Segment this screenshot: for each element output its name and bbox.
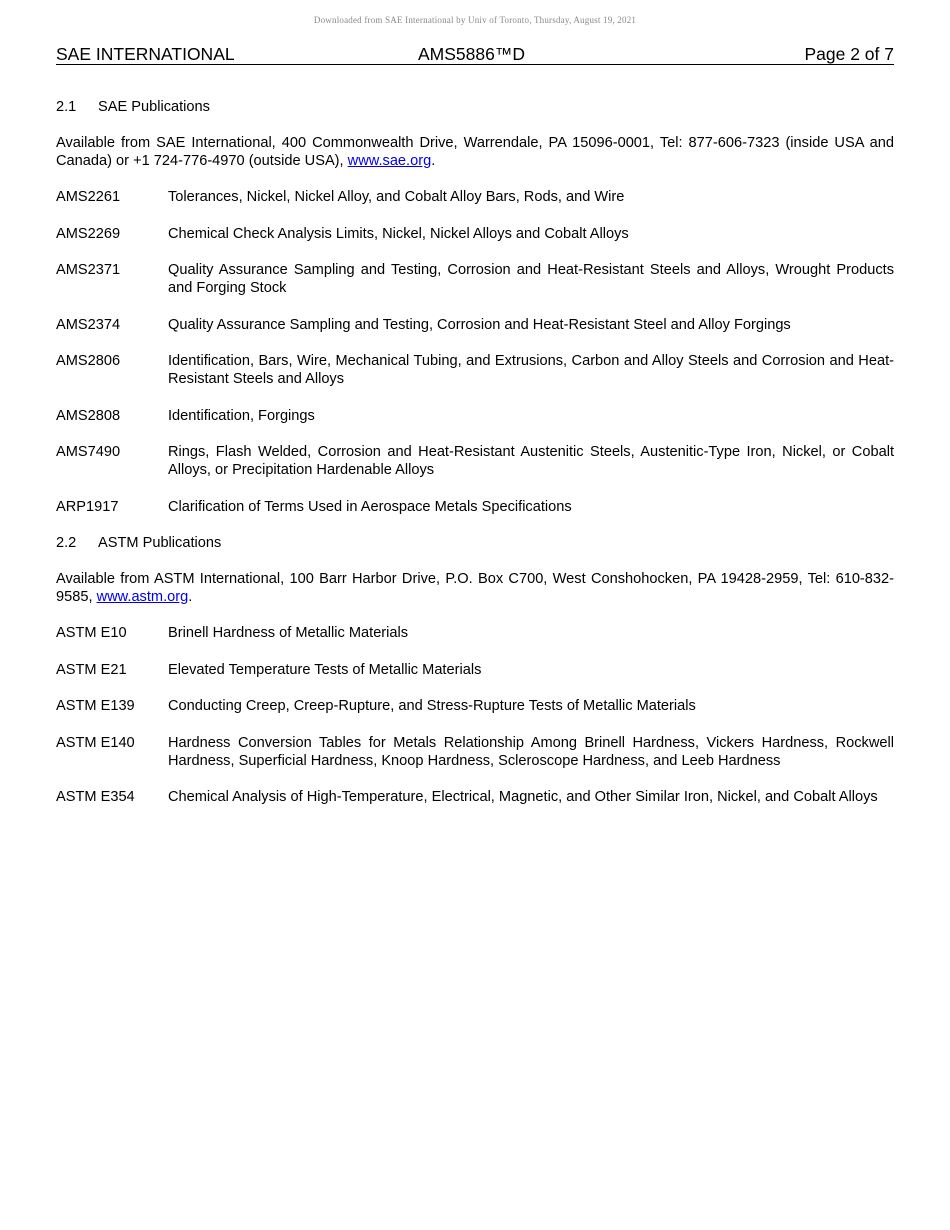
reference-code: ARP1917 xyxy=(56,498,119,515)
reference-title: Identification, Bars, Wire, Mechanical Tubing, and Extrusions, Carbon and Alloy Steels and Corrosion and Heat-Resistant Steels and Alloys xyxy=(168,353,894,387)
reference-title: Hardness Conversion Tables for Metals Relationship Among Brinell Hardness, Vickers Hardness, Rockwell Hardness, Superficial Hardness, Knoop Hardness, Scleroscope Hardness, and Leeb Hardness xyxy=(168,734,894,769)
astm-availability-paragraph xyxy=(56,570,894,606)
reference-item xyxy=(56,697,894,715)
link-suffix: . xyxy=(188,589,193,605)
reference-item xyxy=(56,661,894,679)
section-number: 2.2 xyxy=(56,535,77,551)
reference-title: Conducting Creep, Creep-Rupture, and Stress-Rupture Tests of Metallic Materials xyxy=(168,698,696,714)
reference-code: AMS2374 xyxy=(56,316,121,333)
reference-code: ASTM E10 xyxy=(56,625,127,641)
reference-title: Brinell Hardness of Metallic Materials xyxy=(168,625,409,641)
link-suffix: . xyxy=(431,153,436,169)
header-doc-id: AMS5886™D xyxy=(418,44,525,64)
page-header xyxy=(56,44,894,65)
reference-code: ASTM E140 xyxy=(56,734,135,751)
reference-code: AMS7490 xyxy=(56,444,121,460)
reference-item xyxy=(56,188,894,206)
reference-title: Chemical Check Analysis Limits, Nickel, Nickel Alloys and Cobalt Alloys xyxy=(168,225,629,242)
reference-title: Chemical Analysis of High-Temperature, Electrical, Magnetic, and Other Similar Iron, Nickel, and Cobalt Alloys xyxy=(168,789,878,805)
reference-code: AMS2261 xyxy=(56,189,121,205)
reference-item xyxy=(56,407,894,425)
reference-item xyxy=(56,734,894,770)
sae-availability-paragraph xyxy=(56,134,894,170)
section-heading-astm xyxy=(56,534,894,552)
reference-code: AMS2808 xyxy=(56,407,121,424)
document-body xyxy=(56,98,894,825)
reference-code: AMS2806 xyxy=(56,353,121,369)
download-watermark: Downloaded from SAE International by Univ of Toronto, Thursday, August 19, 2021 xyxy=(313,15,637,25)
section-number: 2.1 xyxy=(56,99,77,115)
reference-item xyxy=(56,261,894,297)
reference-item xyxy=(56,443,894,479)
reference-title: Clarification of Terms Used in Aerospace Metals Specifications xyxy=(168,498,572,515)
reference-title: Tolerances, Nickel, Nickel Alloy, and Cobalt Alloy Bars, Rods, and Wire xyxy=(168,189,625,205)
section-title: SAE Publications xyxy=(98,99,210,115)
reference-item xyxy=(56,316,894,334)
sae-website-link[interactable]: www.sae.org xyxy=(347,153,432,169)
reference-item xyxy=(56,788,894,806)
astm-website-link[interactable]: www.astm.org xyxy=(96,589,189,605)
reference-item xyxy=(56,498,894,516)
reference-code: AMS2269 xyxy=(56,225,121,242)
reference-item xyxy=(56,352,894,388)
reference-item xyxy=(56,225,894,243)
reference-code: AMS2371 xyxy=(56,262,121,278)
reference-code: ASTM E21 xyxy=(56,661,127,678)
reference-title: Identification, Forgings xyxy=(168,407,315,424)
header-org: SAE INTERNATIONAL xyxy=(56,44,235,64)
reference-code: ASTM E139 xyxy=(56,698,135,714)
section-heading-sae xyxy=(56,98,894,116)
availability-text: Available from SAE International, 400 Commonwealth Drive, Warrendale, PA 15096-0001, Tel: 877-606-7323 (inside USA and Canada) or +1 724-776-4970 (outside USA), xyxy=(56,135,894,169)
header-page-number: Page 2 of 7 xyxy=(804,44,894,64)
section-title: ASTM Publications xyxy=(98,535,222,551)
reference-item xyxy=(56,624,894,642)
reference-title: Quality Assurance Sampling and Testing, Corrosion and Heat-Resistant Steels and Alloys, Wrought Products and Forging Stock xyxy=(168,262,894,296)
availability-text: Available from ASTM International, 100 Barr Harbor Drive, P.O. Box C700, West Conshohocken, PA 19428-2959, Tel: 610-832-9585, xyxy=(56,571,894,605)
reference-code: ASTM E354 xyxy=(56,789,135,805)
reference-title: Quality Assurance Sampling and Testing, Corrosion and Heat-Resistant Steel and Alloy Forgings xyxy=(168,316,791,333)
reference-title: Elevated Temperature Tests of Metallic Materials xyxy=(168,661,482,678)
reference-title: Rings, Flash Welded, Corrosion and Heat-Resistant Austenitic Steels, Austenitic-Type Iron, Nickel, or Cobalt Alloys, or Precipitation Hardenable Alloys xyxy=(168,444,894,478)
